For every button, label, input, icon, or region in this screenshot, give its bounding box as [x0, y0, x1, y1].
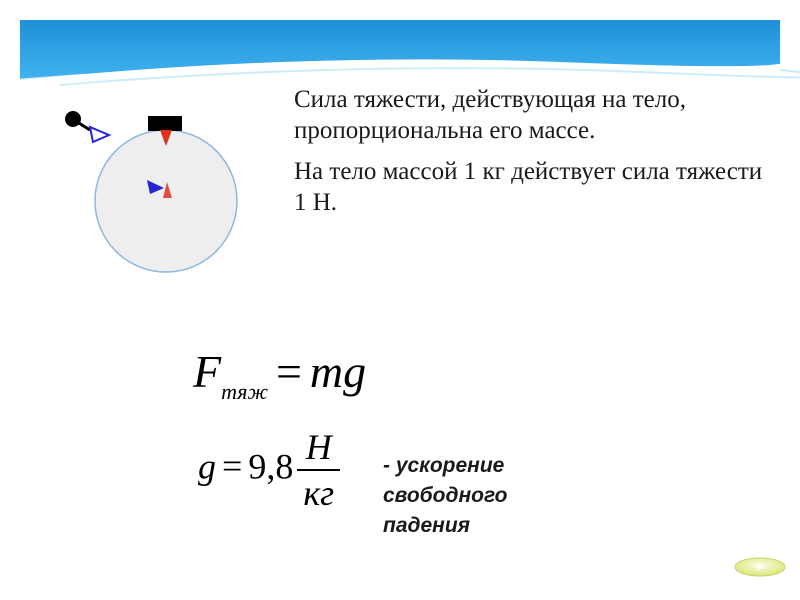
- block-icon: [148, 116, 182, 131]
- paragraph-gravity-proportional: Сила тяжести, действующая на тело, пропорциональна его массе.: [294, 86, 686, 144]
- note-line: свободного: [383, 484, 508, 507]
- note-line: - ускорение: [383, 454, 505, 477]
- formula-subscript: тяж: [221, 379, 268, 404]
- slide-text: [294, 84, 774, 228]
- formula-g-equals: =: [222, 446, 243, 487]
- gravity-diagram: [60, 100, 260, 280]
- formula-g-value: 9,8: [248, 446, 294, 487]
- next-slide-icon[interactable]: [734, 557, 786, 577]
- globe-icon: [95, 130, 237, 272]
- header-band: [0, 0, 800, 95]
- formula-gravity-force: [193, 345, 367, 404]
- note-free-fall: [383, 451, 508, 541]
- formula-g-symbol: g: [198, 446, 216, 487]
- formula-g: [198, 425, 340, 515]
- fraction-denominator: кг: [297, 469, 340, 515]
- formula-rhs: mg: [309, 346, 367, 397]
- force-arrow-icon: [90, 127, 109, 142]
- formula-equals: =: [275, 346, 302, 397]
- pendulum-ball-icon: [65, 111, 81, 127]
- note-line: падения: [383, 514, 471, 537]
- fraction-numerator: Н: [305, 427, 332, 467]
- formula-f: F: [193, 346, 222, 397]
- formula-g-fraction: [297, 425, 340, 515]
- paragraph-one-kg-one-newton: На тело массой 1 кг действует сила тяжести 1 Н.: [294, 158, 763, 216]
